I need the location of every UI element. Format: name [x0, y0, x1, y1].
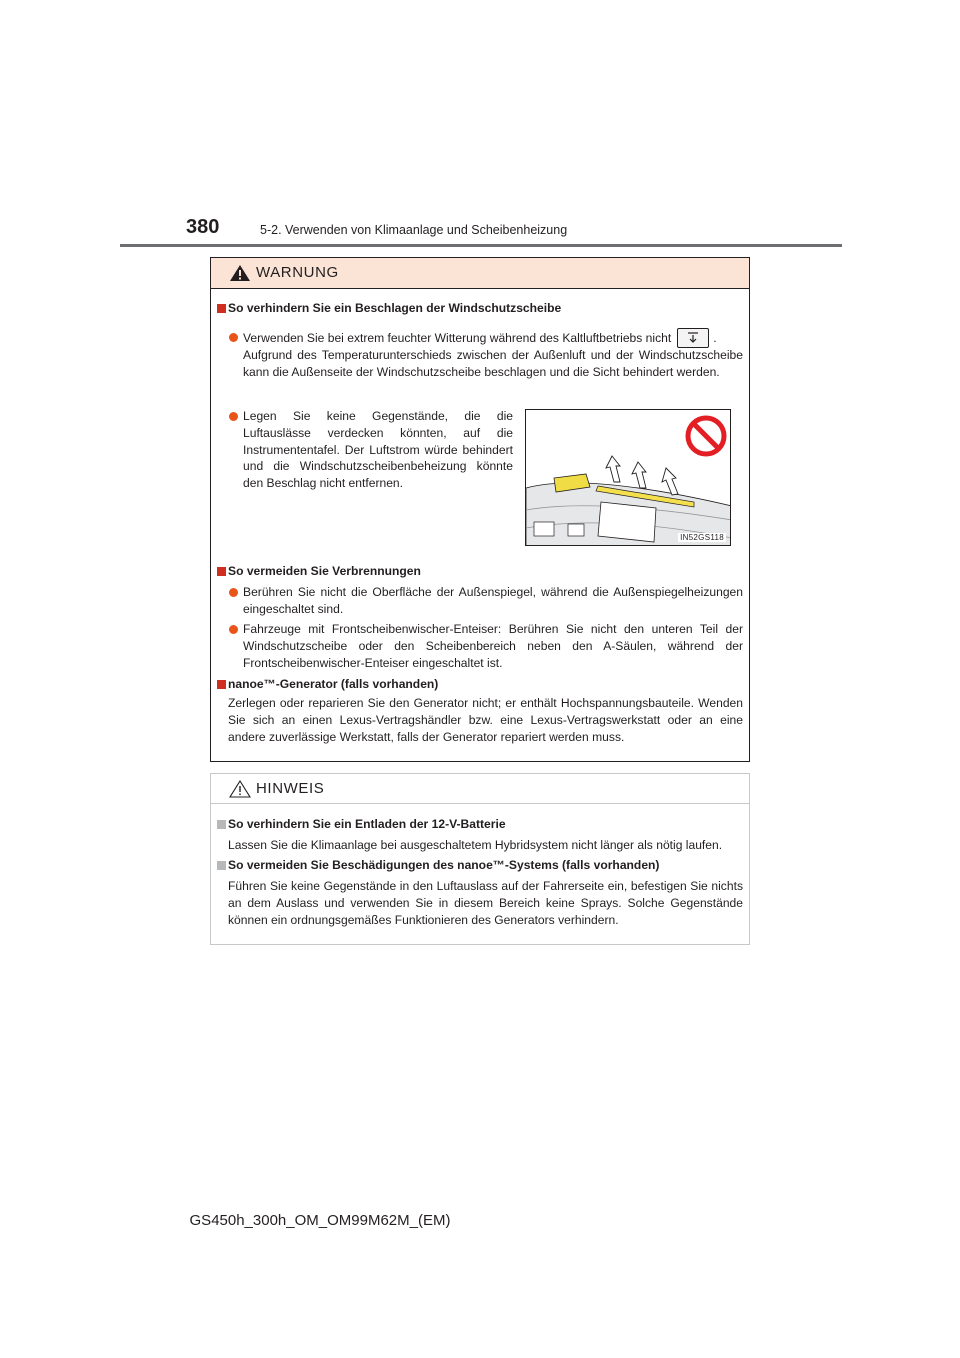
- dashboard-illustration: [525, 409, 731, 546]
- airflow-arrow: [662, 468, 678, 495]
- warning-triangle-icon: [229, 264, 251, 282]
- document-code: GS450h_300h_OM_OM99M62M_(EM): [189, 1212, 451, 1229]
- warning-s3-heading: nanoe™-Generator (falls vorhanden): [228, 677, 439, 691]
- note-title: HINWEIS: [256, 780, 325, 797]
- section-title: 5-2. Verwenden von Klimaanlage und Scheibenheizung: [260, 223, 568, 237]
- round-bullet: [229, 625, 238, 634]
- figure-code: IN52GS118: [680, 533, 724, 542]
- dashboard-drawing: [526, 410, 731, 546]
- square-bullet: [217, 567, 226, 576]
- square-bullet: [217, 680, 226, 689]
- warning-s2-bullet2-text: Fahrzeuge mit Frontscheibenwischer-Enteiser: Berühren Sie nicht den unteren Teil der Windschutzscheibe oder den Scheibenbereich neben den A-Säulen, während der Frontscheibenwischer-Enteiser eingeschaltet ist.: [243, 622, 743, 670]
- note-s1-heading: So verhindern Sie ein Entladen der 12-V-Batterie: [228, 817, 506, 831]
- round-bullet: [229, 412, 238, 421]
- note-header: [211, 774, 749, 804]
- square-bullet: [217, 861, 226, 870]
- windshield-button-icon: [677, 328, 709, 348]
- round-bullet: [229, 588, 238, 597]
- note-s2-text: Führen Sie keine Gegenstände in den Luftauslass auf der Fahrerseite ein, befestigen Sie nichts an dem Auslass und verwenden Sie in diesem Bereich keine Sprays. Solche Gegenstände können ein ordnungsgemäßes Funktionieren des Generators verhindern.: [228, 879, 743, 927]
- prohibition-icon: [688, 418, 724, 454]
- note-s2-heading: So vermeiden Sie Beschädigungen des nanoe™-Systems (falls vorhanden): [228, 858, 660, 872]
- note-s1-text: Lassen Sie die Klimaanlage bei ausgeschaltetem Hybridsystem nicht länger als nötig laufen.: [228, 838, 723, 852]
- warning-s2-heading: So vermeiden Sie Verbrennungen: [228, 564, 421, 578]
- square-bullet: [217, 304, 226, 313]
- warning-s1-bullet2-text: Legen Sie keine Gegenstände, die die Luftauslässe verdecken könnten, auf die Instrumententafel. Der Luftstrom würde behindert und die Windschutzscheibenbeheizung könnte den Beschlag nicht entfernen.: [243, 409, 513, 491]
- round-bullet: [229, 333, 238, 342]
- square-bullet: [217, 820, 226, 829]
- warning-title: WARNUNG: [256, 264, 339, 281]
- header-rule: [120, 244, 842, 247]
- warning-s1-bullet1-text: Aufgrund des Temperaturunterschieds zwischen der Außenluft und der Windschutzscheibe kann die Außenseite der Windschutzscheibe beschlagen und die Sicht behindert werden.: [243, 348, 743, 379]
- caution-triangle-icon: [229, 780, 251, 798]
- page-number: 380: [186, 216, 220, 238]
- airflow-arrow: [606, 456, 620, 482]
- warning-s3-text: Zerlegen oder reparieren Sie den Generator nicht; er enthält Hochspannungsbauteile. Wenden Sie sich an einen Lexus-Vertragshändler bzw. eine Lexus-Vertragswerkstatt oder an eine andere zuverlässige Werkstatt, falls der Generator repariert werden muss.: [228, 696, 743, 744]
- warning-s1-bullet1-line1: Verwenden Sie bei extrem feuchter Witterung während des Kaltluftbetriebs nicht .: [243, 329, 743, 349]
- warning-s1-heading: So verhindern Sie ein Beschlagen der Windschutzscheibe: [228, 301, 562, 315]
- warning-header: [211, 258, 749, 289]
- warning-s2-bullet1-text: Berühren Sie nicht die Oberfläche der Außenspiegel, während die Außenspiegelheizungen eingeschaltet sind.: [243, 585, 743, 616]
- airflow-arrow: [632, 462, 646, 488]
